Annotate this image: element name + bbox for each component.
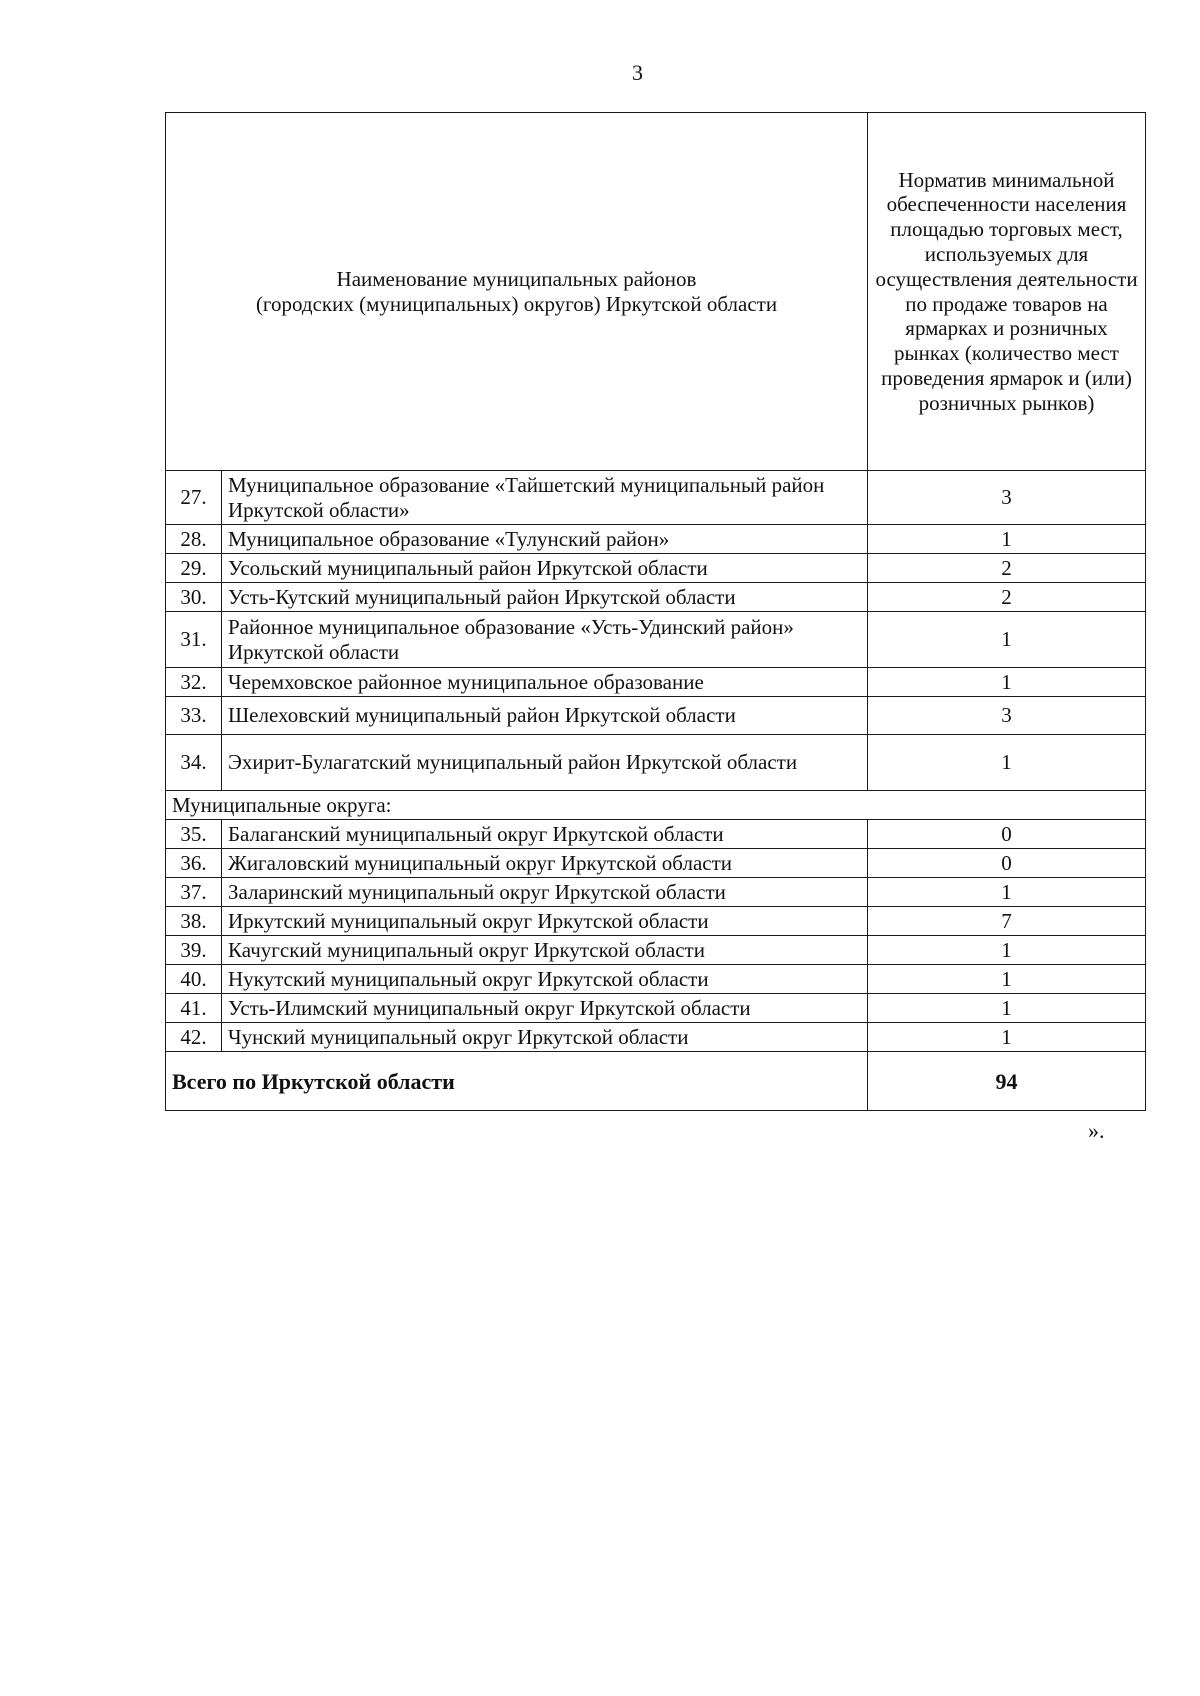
table-row [166,994,1146,1023]
row-name: Иркутский муниципальный округ Иркутской области [222,907,868,936]
row-number: 36. [166,849,222,878]
table-row [166,1023,1146,1052]
header-name-line-2: (городских (муниципальных) округов) Иркутской области [255,291,778,316]
table-row [166,820,1146,849]
row-number: 35. [166,820,222,849]
row-name: Эхирит-Булагатский муниципальный район Иркутской области [222,735,868,791]
row-name: Шелеховский муниципальный район Иркутской области [222,697,868,735]
row-name: Муниципальное образование «Тайшетский муниципальный район Иркутской области» [222,471,868,525]
row-number: 37. [166,878,222,907]
table-row [166,878,1146,907]
row-number: 41. [166,994,222,1023]
row-value: 3 [868,697,1146,735]
row-value: 1 [868,965,1146,994]
closing-quote: ». [1088,1118,1105,1143]
section-row [166,791,1146,820]
total-value: 94 [868,1052,1146,1111]
row-number: 42. [166,1023,222,1052]
row-number: 30. [166,583,222,612]
row-name: Усольский муниципальный район Иркутской области [222,554,868,583]
row-name: Жигаловский муниципальный округ Иркутской области [222,849,868,878]
table-row [166,936,1146,965]
table-row [166,907,1146,936]
row-number: 34. [166,735,222,791]
row-name: Качугский муниципальный округ Иркутской области [222,936,868,965]
table-row [166,697,1146,735]
row-number: 38. [166,907,222,936]
header-value-cell: Норматив минимальной обеспеченности населения площадью торговых мест, используемых для осуществления деятельности по продаже товаров на ярмарках и розничных рынках (количество мест проведения ярмарок и (или) розничных рынков) [868,113,1146,471]
table-row [166,965,1146,994]
row-name: Черемховское районное муниципальное образование [222,668,868,697]
row-name: Усть-Кутский муниципальный район Иркутской области [222,583,868,612]
row-name: Нукутский муниципальный округ Иркутской области [222,965,868,994]
row-number: 40. [166,965,222,994]
row-value: 1 [868,735,1146,791]
row-number: 31. [166,612,222,668]
section-title: Муниципальные округа: [166,791,1146,820]
row-value: 2 [868,583,1146,612]
row-name: Муниципальное образование «Тулунский район» [222,525,868,554]
row-number: 33. [166,697,222,735]
row-number: 39. [166,936,222,965]
table-header-row [166,113,1146,471]
row-number: 32. [166,668,222,697]
row-value: 2 [868,554,1146,583]
row-number: 29. [166,554,222,583]
row-number: 27. [166,471,222,525]
norms-table [165,112,1146,1111]
row-value: 1 [868,612,1146,668]
row-value: 0 [868,820,1146,849]
row-value: 1 [868,994,1146,1023]
table-row [166,849,1146,878]
total-label: Всего по Иркутской области [166,1052,868,1111]
row-value: 1 [868,525,1146,554]
row-value: 1 [868,878,1146,907]
row-name: Балаганский муниципальный округ Иркутской области [222,820,868,849]
row-name: Заларинский муниципальный округ Иркутской области [222,878,868,907]
table-row [166,471,1146,525]
row-name: Районное муниципальное образование «Усть-Удинский район» Иркутской области [222,612,868,668]
total-row [166,1052,1146,1111]
row-number: 28. [166,525,222,554]
table-row [166,612,1146,668]
row-value: 1 [868,668,1146,697]
header-name-line-1: Наименование муниципальных районов [336,266,697,291]
table-row [166,735,1146,791]
table-row [166,583,1146,612]
page-number: 3 [632,60,643,85]
table-row [166,554,1146,583]
row-value: 7 [868,907,1146,936]
row-name: Чунский муниципальный округ Иркутской области [222,1023,868,1052]
row-value: 3 [868,471,1146,525]
row-value: 0 [868,849,1146,878]
table-row [166,525,1146,554]
row-value: 1 [868,936,1146,965]
header-name-cell [166,113,868,471]
row-name: Усть-Илимский муниципальный округ Иркутской области [222,994,868,1023]
table-row [166,668,1146,697]
row-value: 1 [868,1023,1146,1052]
